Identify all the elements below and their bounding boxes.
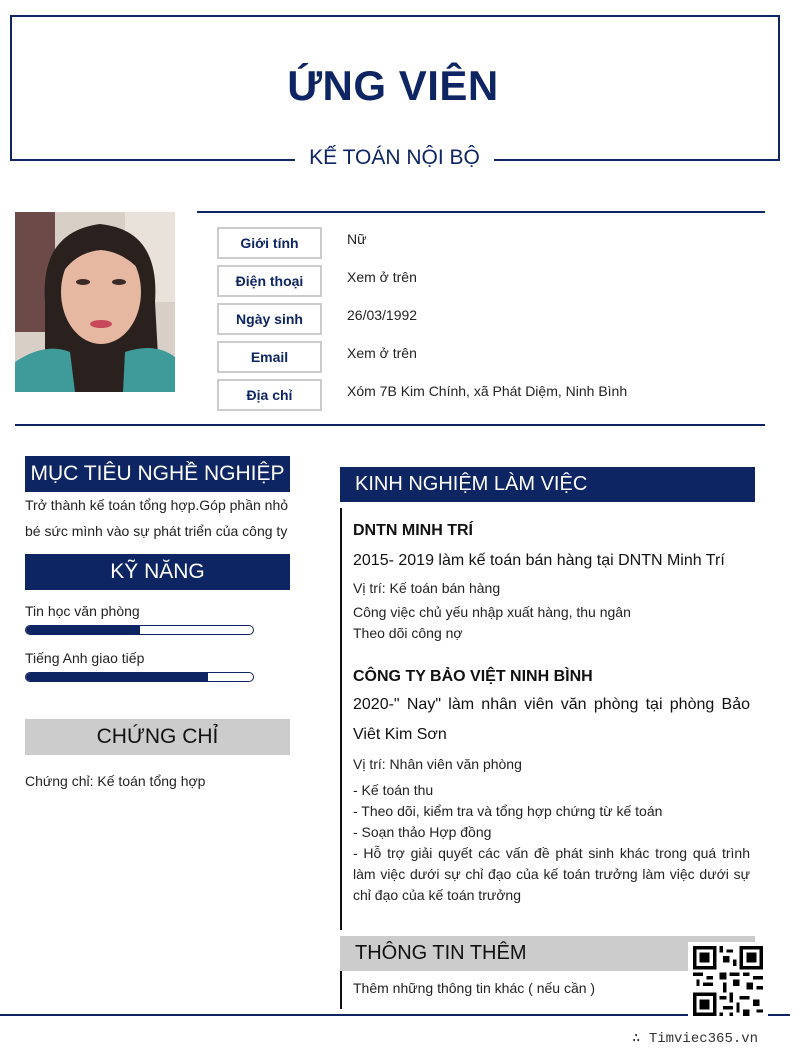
skill-bar-fill <box>26 626 140 634</box>
info-value: Xóm 7B Kim Chính, xã Phát Diệm, Ninh Bình <box>347 383 628 399</box>
skill-item <box>25 650 290 682</box>
skill-item <box>25 603 290 635</box>
info-label: Email <box>217 341 322 373</box>
info-value: Xem ở trên <box>347 269 417 285</box>
info-value: 26/03/1992 <box>347 307 418 323</box>
watermark: ∴ Timviec365.vn <box>632 1031 759 1047</box>
skill-bar <box>25 625 254 635</box>
header-divider-left <box>10 159 295 161</box>
job-desc-line: - Theo dõi, kiểm tra và tổng hợp chứng từ kế toán <box>353 803 663 819</box>
certificates-section <box>25 719 290 794</box>
job-description <box>353 602 750 644</box>
candidate-name: ỨNG VIÊN <box>287 62 499 109</box>
info-divider-bottom <box>15 424 765 426</box>
job-desc-line: - Kế toán thu <box>353 782 434 798</box>
info-label: Địa chỉ <box>217 379 322 411</box>
job-description <box>353 780 750 906</box>
job-desc-line: - Hỗ trợ giải quyết các vấn đề phát sinh khác trong quá trình làm việc dưới sự chỉ đạo của kế toán trưởng làm việc dưới sự chỉ đạo của kế toán trưởng <box>353 845 750 903</box>
info-divider-top <box>197 211 765 213</box>
info-label: Giới tính <box>217 227 322 259</box>
job-company: DNTN MINH TRÍ <box>353 522 473 539</box>
experience-body <box>340 508 750 930</box>
info-row-email <box>217 341 777 373</box>
objective-section <box>25 456 290 544</box>
certificates-title: CHỨNG CHỈ <box>25 719 290 755</box>
qr-code-icon <box>688 942 768 1020</box>
info-label: Ngày sinh <box>217 303 322 335</box>
job-period: 2020-" Nay" làm nhân viên văn phòng tại phòng Bảo Viêt Kim Sơn <box>353 696 750 743</box>
info-value: Nữ <box>347 231 367 247</box>
info-value: Xem ở trên <box>347 345 417 361</box>
skill-bar-fill <box>26 673 208 681</box>
job-entry <box>353 522 750 644</box>
info-row-gender <box>217 227 777 259</box>
info-row-birthdate <box>217 303 777 335</box>
job-position: Vị trí: Nhân viên văn phòng <box>353 756 522 772</box>
extra-title: THÔNG TIN THÊM <box>340 936 755 971</box>
info-row-phone <box>217 265 777 297</box>
job-position: Vị trí: Kế toán bán hàng <box>353 580 501 596</box>
extra-text: Thêm những thông tin khác ( nếu cần ) <box>353 980 596 996</box>
portrait-icon <box>15 212 175 392</box>
job-desc-line: Công việc chủ yếu nhập xuất hàng, thu ngân <box>353 604 631 620</box>
skill-name: Tiếng Anh giao tiếp <box>25 650 145 666</box>
skill-name: Tin học văn phòng <box>25 603 140 619</box>
experience-title: KINH NGHIỆM LÀM VIỆC <box>340 467 755 502</box>
job-entry <box>353 668 750 906</box>
job-company: CÔNG TY BẢO VIỆT NINH BÌNH <box>353 668 593 685</box>
job-period: 2015- 2019 làm kế toán bán hàng tại DNTN Minh Trí <box>353 552 725 569</box>
info-row-address <box>217 379 777 411</box>
header-divider-right <box>494 159 780 161</box>
objective-title: MỤC TIÊU NGHỀ NGHIỆP <box>25 456 290 492</box>
objective-text: Trở thành kế toán tổng hợp.Góp phần nhỏ bé sức mình vào sự phát triển của công ty <box>25 497 289 539</box>
skills-title: KỸ NĂNG <box>25 554 290 590</box>
job-desc-line: - Soạn thảo Hợp đồng <box>353 824 492 840</box>
skill-bar <box>25 672 254 682</box>
job-title: KẾ TOÁN NỘI BỘ <box>295 146 494 170</box>
job-desc-line: Theo dõi công nợ <box>353 625 463 641</box>
footer-divider <box>0 1014 790 1016</box>
info-label: Điện thoại <box>217 265 322 297</box>
skills-section <box>25 554 290 682</box>
certificates-text: Chứng chỉ: Kế toán tổng hợp <box>25 773 206 789</box>
candidate-photo <box>15 212 175 392</box>
